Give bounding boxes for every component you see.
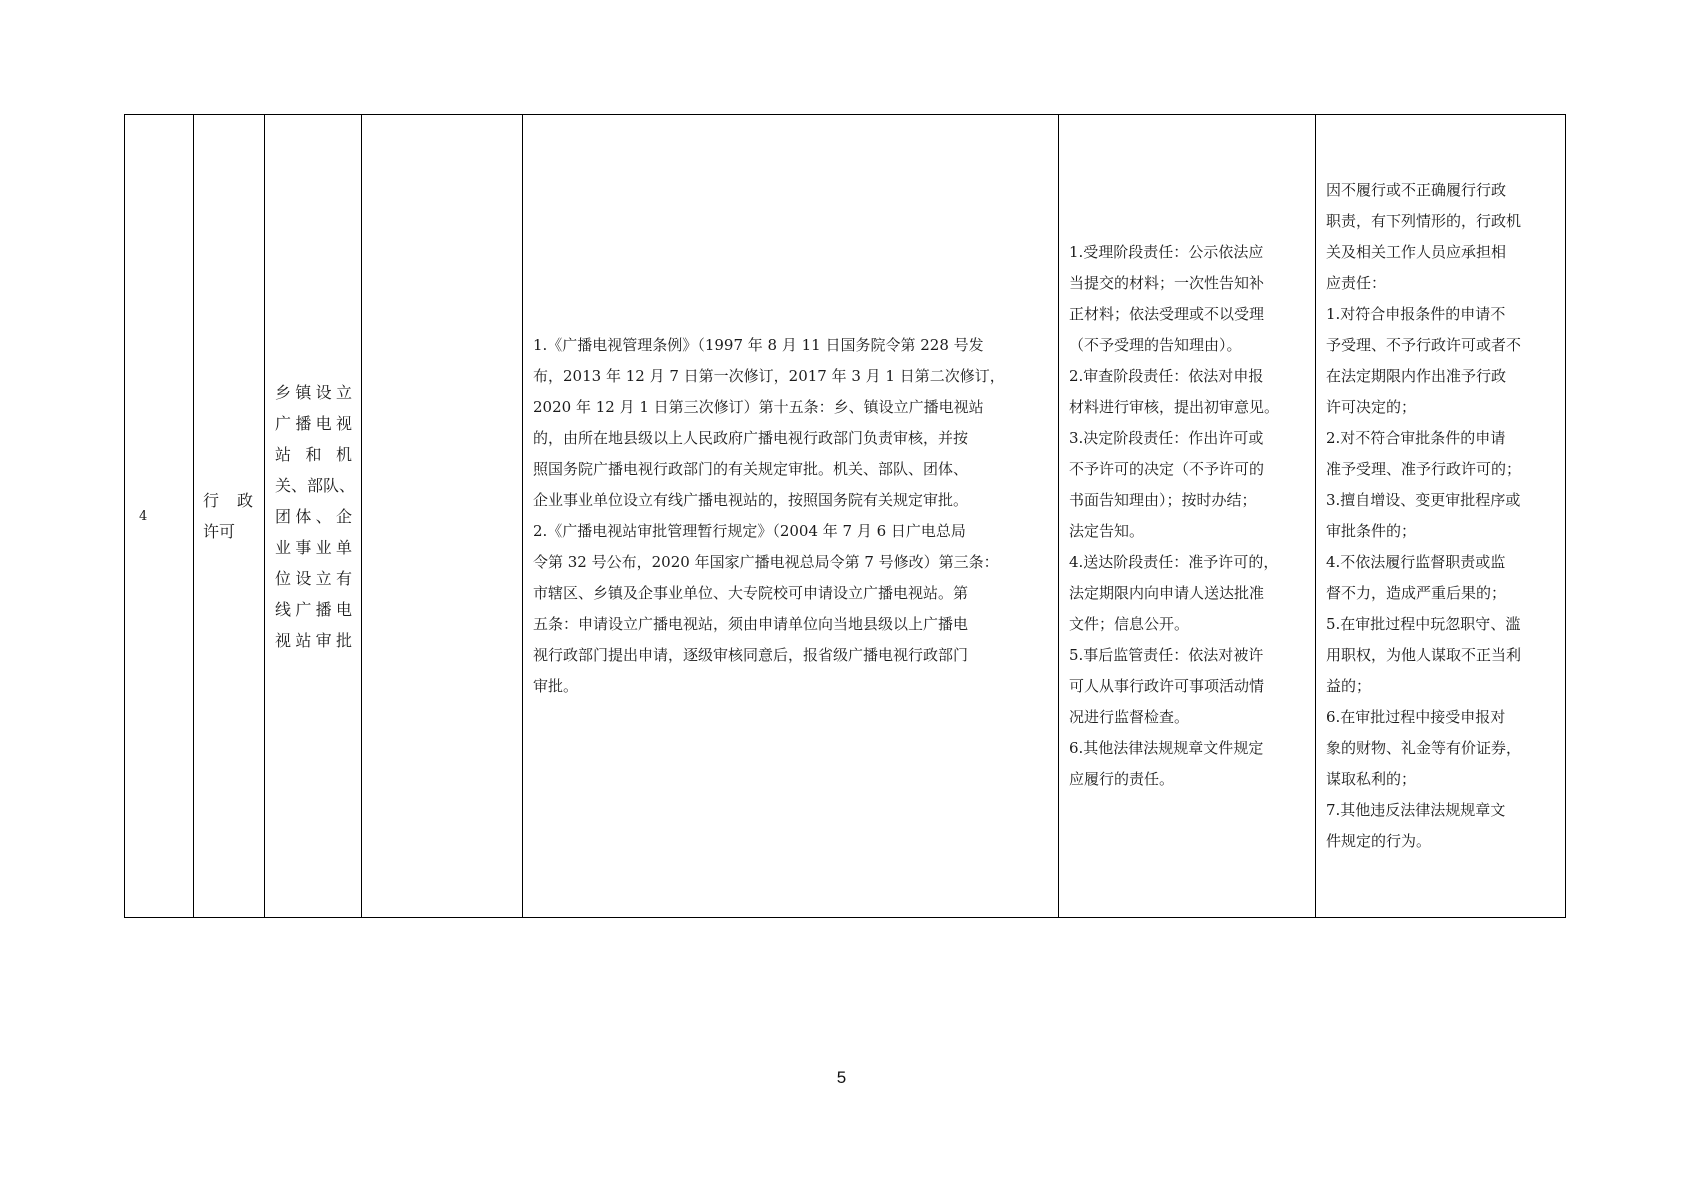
responsibility-line: 况进行监督检查。 xyxy=(1069,708,1190,726)
legal-basis-line: 2020 年 12 月 1 日第三次修订）第十五条：乡、镇设立广播电视站 xyxy=(533,398,984,416)
accountability-line: 1.对符合申报条件的申请不 xyxy=(1326,305,1506,323)
legal-basis-line: 1.《广播电视管理条例》（1997 年 8 月 11 日国务院令第 228 号发 xyxy=(533,336,984,354)
responsibility-line: （不予受理的告知理由）。 xyxy=(1069,336,1242,354)
responsibility-line: 3.决定阶段责任：作出许可或 xyxy=(1069,429,1264,447)
responsibility-line: 6.其他法律法规规章文件规定 xyxy=(1069,739,1264,757)
accountability-line: 因不履行或不正确履行行政 xyxy=(1326,181,1507,199)
legal-basis-line: 令第 32 号公布，2020 年国家广播电视总局令第 7 号修改）第三条： xyxy=(533,553,999,571)
item-name-line: 视站审批 xyxy=(275,630,352,650)
accountability-line: 6.在审批过程中接受申报对 xyxy=(1326,708,1506,726)
item-name-line: 业事业单 xyxy=(275,537,352,557)
accountability-line: 许可决定的； xyxy=(1326,398,1417,416)
item-name-line: 广播电视 xyxy=(275,413,352,433)
legal-basis-cell xyxy=(523,115,1059,918)
responsibility-line: 可人从事行政许可事项活动情 xyxy=(1069,677,1265,695)
accountability-line: 3.擅自增设、变更审批程序或 xyxy=(1326,491,1521,509)
item-name-line: 团体、企 xyxy=(275,506,352,526)
accountability-line: 准予受理、准予行政许可的； xyxy=(1326,460,1522,478)
item-type-line: 许可 xyxy=(203,522,236,541)
responsibility-line: 法定期限内向申请人送达批准 xyxy=(1069,584,1265,602)
accountability-line: 件规定的行为。 xyxy=(1326,832,1432,850)
accountability-line: 2.对不符合审批条件的申请 xyxy=(1326,429,1506,447)
legal-basis-line: 视行政部门提出申请，逐级审核同意后，报省级广播电视行政部门 xyxy=(533,646,969,664)
item-name-line: 站和机 xyxy=(275,444,352,464)
accountability-line: 用职权，为他人谋取不正当利 xyxy=(1326,646,1522,664)
item-name-line: 乡镇设立 xyxy=(275,382,352,402)
accountability-line: 督不力，造成严重后果的； xyxy=(1326,584,1507,602)
responsibility-line: 材料进行审核，提出初审意见。 xyxy=(1069,398,1280,416)
responsibility-line: 4.送达阶段责任：准予许可的， xyxy=(1069,553,1279,571)
accountability-line: 象的财物、礼金等有价证券， xyxy=(1326,739,1522,757)
accountability-line: 审批条件的； xyxy=(1326,522,1417,540)
responsibility-line: 当提交的材料；一次性告知补 xyxy=(1069,274,1265,292)
item-name-cell xyxy=(265,115,362,918)
legal-basis-line: 市辖区、乡镇及企事业单位、大专院校可申请设立广播电视站。第 xyxy=(533,584,969,602)
responsibility-line: 2.审查阶段责任：依法对申报 xyxy=(1069,367,1264,385)
accountability-line: 职责，有下列情形的，行政机 xyxy=(1326,212,1522,230)
row-number: 4 xyxy=(139,508,148,524)
legal-basis-line: 企业事业单位设立有线广播电视站的，按照国务院有关规定审批。 xyxy=(533,491,969,509)
accountability-line: 益的； xyxy=(1326,677,1372,695)
accountability-line: 4.不依法履行监督职责或监 xyxy=(1326,553,1506,571)
legal-basis-line: 布，2013 年 12 月 7 日第一次修订，2017 年 3 月 1 日第二次修订， xyxy=(533,367,1005,385)
responsibility-line: 不予许可的决定（不予许可的 xyxy=(1069,460,1265,478)
responsibility-line: 书面告知理由）；按时办结； xyxy=(1069,491,1257,509)
item-type-cell xyxy=(194,115,265,918)
item-name-line: 关、部队、 xyxy=(275,475,356,495)
accountability-line: 在法定期限内作出准予行政 xyxy=(1326,367,1507,385)
accountability-line: 应责任： xyxy=(1326,274,1387,292)
empty-column-cell xyxy=(362,115,523,918)
table-row xyxy=(125,115,1566,918)
accountability-line: 5.在审批过程中玩忽职守、滥 xyxy=(1326,615,1521,633)
responsibility-line: 文件；信息公开。 xyxy=(1069,615,1190,633)
responsibility-line: 法定告知。 xyxy=(1069,522,1145,540)
responsibility-line: 5.事后监管责任：依法对被许 xyxy=(1069,646,1264,664)
accountability-line: 关及相关工作人员应承担相 xyxy=(1326,243,1507,261)
accountability-line: 予受理、不予行政许可或者不 xyxy=(1326,336,1522,354)
responsibility-line: 1.受理阶段责任：公示依法应 xyxy=(1069,243,1264,261)
item-type-line: 行 政 xyxy=(203,491,253,510)
responsibility-cell xyxy=(1059,115,1316,918)
item-name-line: 位设立有 xyxy=(275,568,352,588)
item-name-line: 线广播电 xyxy=(275,599,352,619)
responsibility-line: 应履行的责任。 xyxy=(1069,770,1175,788)
accountability-cell xyxy=(1316,115,1566,918)
responsibility-table xyxy=(124,114,1566,918)
accountability-line: 谋取私利的； xyxy=(1326,770,1417,788)
legal-basis-line: 照国务院广播电视行政部门的有关规定审批。机关、部队、团体、 xyxy=(533,460,969,478)
responsibility-line: 正材料；依法受理或不以受理 xyxy=(1069,305,1265,323)
legal-basis-line: 的，由所在地县级以上人民政府广播电视行政部门负责审核，并按 xyxy=(533,429,969,447)
legal-basis-line: 2.《广播电视站审批管理暂行规定》（2004 年 7 月 6 日广电总局 xyxy=(533,522,966,540)
legal-basis-line: 五条：申请设立广播电视站，须由申请单位向当地县级以上广播电 xyxy=(533,615,969,633)
row-number-cell xyxy=(125,115,194,918)
page-number: 5 xyxy=(836,1068,847,1087)
legal-basis-line: 审批。 xyxy=(533,677,579,695)
accountability-line: 7.其他违反法律法规规章文 xyxy=(1326,801,1506,819)
